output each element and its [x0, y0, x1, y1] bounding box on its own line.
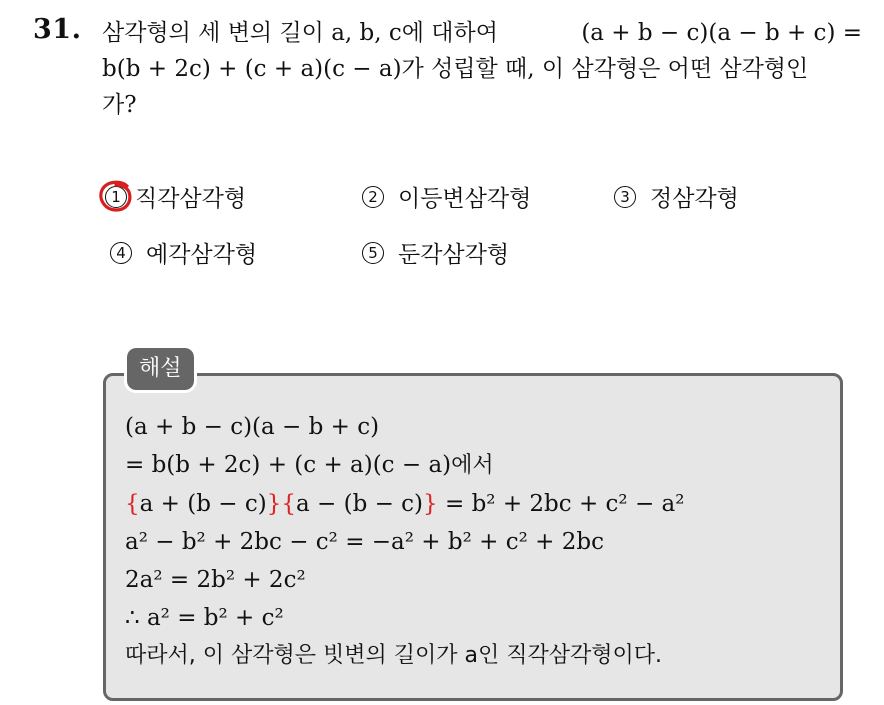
brace-open-1: {	[125, 491, 140, 517]
question-line-3: 가?	[102, 92, 137, 118]
selection-mark-icon	[97, 179, 135, 215]
choice-5[interactable]	[362, 236, 509, 269]
solution-line-4: a² − b² + 2bc − c² = −a² + b² + c² + 2bc	[125, 529, 604, 555]
solution-line-2-math: = b(b + 2c) + (c + a)(c − a)	[125, 452, 452, 478]
solution-line-3-part-2: a − (b − c)	[295, 491, 424, 517]
choice-number-1-text: 1	[111, 187, 121, 206]
choice-number-3: 3	[614, 186, 636, 208]
question-line-1	[102, 15, 862, 51]
solution-line-2	[125, 446, 825, 485]
solution-line-6: ∴ a² = b² + c²	[125, 605, 284, 631]
choice-number-5: 5	[362, 242, 384, 264]
choice-number-1	[105, 186, 127, 208]
choice-label-5: 둔각삼각형	[398, 242, 510, 268]
choice-number-4: 4	[110, 242, 132, 264]
choice-label-1: 직각삼각형	[135, 186, 247, 212]
solution-tag: 해설	[127, 348, 194, 390]
solution-content	[125, 408, 825, 675]
choice-label-4: 예각삼각형	[146, 242, 258, 268]
question-text	[102, 15, 862, 123]
choice-label-3: 정삼각형	[650, 186, 739, 212]
solution-line-3-part-1: a + (b − c)	[139, 491, 267, 517]
question-number: 31.	[33, 14, 82, 45]
question-line-2: b(b + 2c) + (c + a)(c − a)가 성립할 때, 이 삼각형은 어떤 삼각형인	[102, 56, 809, 82]
solution-line-2-text: 에서	[451, 453, 494, 478]
choice-1[interactable]	[105, 180, 246, 213]
choice-4[interactable]	[110, 236, 257, 269]
question-line-1-left: 삼각형의 세 변의 길이 a, b, c에 대하여	[102, 20, 498, 46]
choice-number-2: 2	[362, 186, 384, 208]
solution-line-7: 따라서, 이 삼각형은 빗변의 길이가 a인 직각삼각형이다.	[125, 643, 662, 668]
solution-line-5: 2a² = 2b² + 2c²	[125, 567, 306, 593]
choice-label-2: 이등변삼각형	[398, 186, 532, 212]
solution-line-3	[125, 485, 825, 523]
question-line-1-right: (a + b − c)(a − b + c) =	[581, 20, 862, 46]
brace-close-1: }	[266, 491, 282, 517]
solution-line-3-rest: = b² + 2bc + c² − a²	[437, 491, 685, 517]
brace-open-2: {	[281, 491, 296, 517]
choice-3[interactable]	[614, 180, 739, 213]
brace-close-2: }	[423, 491, 438, 517]
choice-2[interactable]	[362, 180, 531, 213]
solution-line-1: (a + b − c)(a − b + c)	[125, 414, 380, 440]
